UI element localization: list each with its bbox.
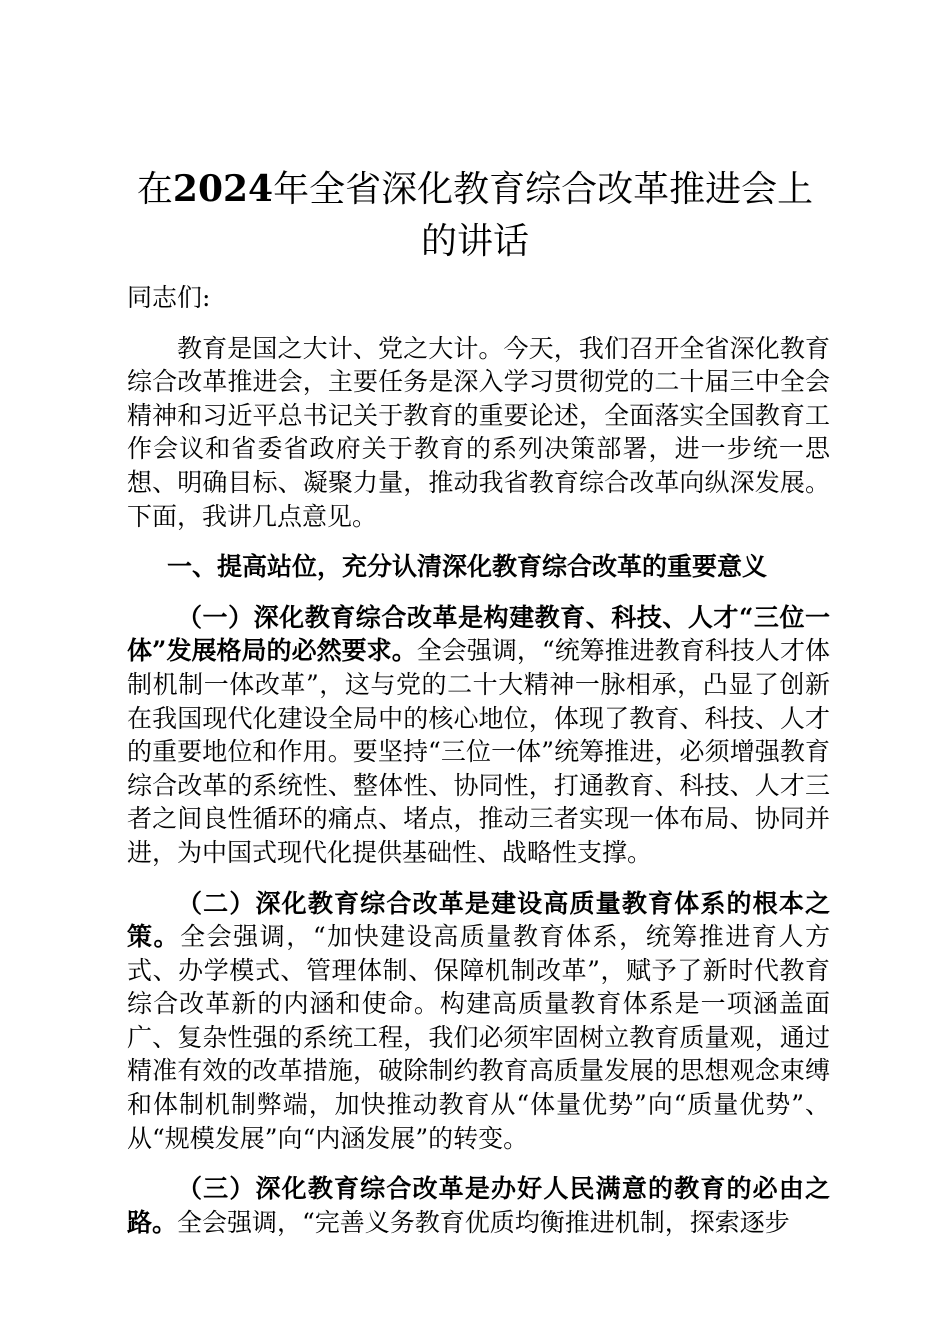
document-body [127,281,830,1256]
paragraph-item-1 [127,601,830,870]
item-3-text: 全会强调，“完善义务教育优质均衡推进机制，探索逐步 [177,1207,790,1237]
item-1-lead: （一）深化教育综合改革是构建教育、科技、人才“三位一体”发展格局的必然要求。 [127,602,830,666]
salutation: 同志们: [127,283,211,312]
section-heading-1: 一、提高站位，充分认清深化教育综合改革的重要意义 [167,552,768,582]
item-3-lead: （三）深化教育综合改革是办好人民满意的教育的必由之路。 [127,1174,830,1237]
item-1-text: 全会强调，“统筹推进教育科技人才体制机制一体改革”，这与党的二十大精神一脉相承，凸显了创新在我国现代化建设全局中的核心地位，体现了教育、科技、人才的重要地位和作用。要坚持“三位一体”统筹推进，必须增强教育综合改革的系统性、整体性、协同性，打通教育、科技、人才三者之间良性循环的痛点、堵点，推动三者实现一体布局、协同并进，为中国式现代化提供基础性、战略性支撑。 [127,636,830,867]
item-2-text: 全会强调，“加快建设高质量教育体系，统筹推进育人方式、办学模式、管理体制、保障机制改革”，赋予了新时代教育综合改革新的内涵和使命。构建高质量教育体系是一项涵盖面广、复杂性强的系统工程，我们必须牢固树立教育质量观，通过精准有效的改革措施，破除制约教育高质量发展的思想观念束缚和体制机制弊端，加快推动教育从“体量优势”向“质量优势”、从“规模发展”向“内涵发展”的转变。 [127,922,830,1153]
item-2-lead: （二）深化教育综合改革是建设高质量教育体系的根本之策。 [127,888,830,952]
title-prefix: 在 [136,169,173,210]
intro-paragraph: 教育是国之大计、党之大计。今天，我们召开全省深化教育综合改革推进会，主要任务是深入学习贯彻党的二十届三中全会精神和习近平总书记关于教育的重要论述，全面落实全国教育工作会议和省委省政府关于教育的系列决策部署，进一步统一思想、明确目标、凝聚力量，推动我省教育综合改革向纵深发展。下面，我讲几点意见。 [127,333,830,531]
title-year: 2024 [172,168,274,210]
paragraph-item-3 [127,1172,830,1239]
document-title [120,163,830,268]
paragraph-item-2 [127,887,830,1156]
title-suffix: 年全省深化教育综合改革推进会上的讲话 [273,169,814,262]
